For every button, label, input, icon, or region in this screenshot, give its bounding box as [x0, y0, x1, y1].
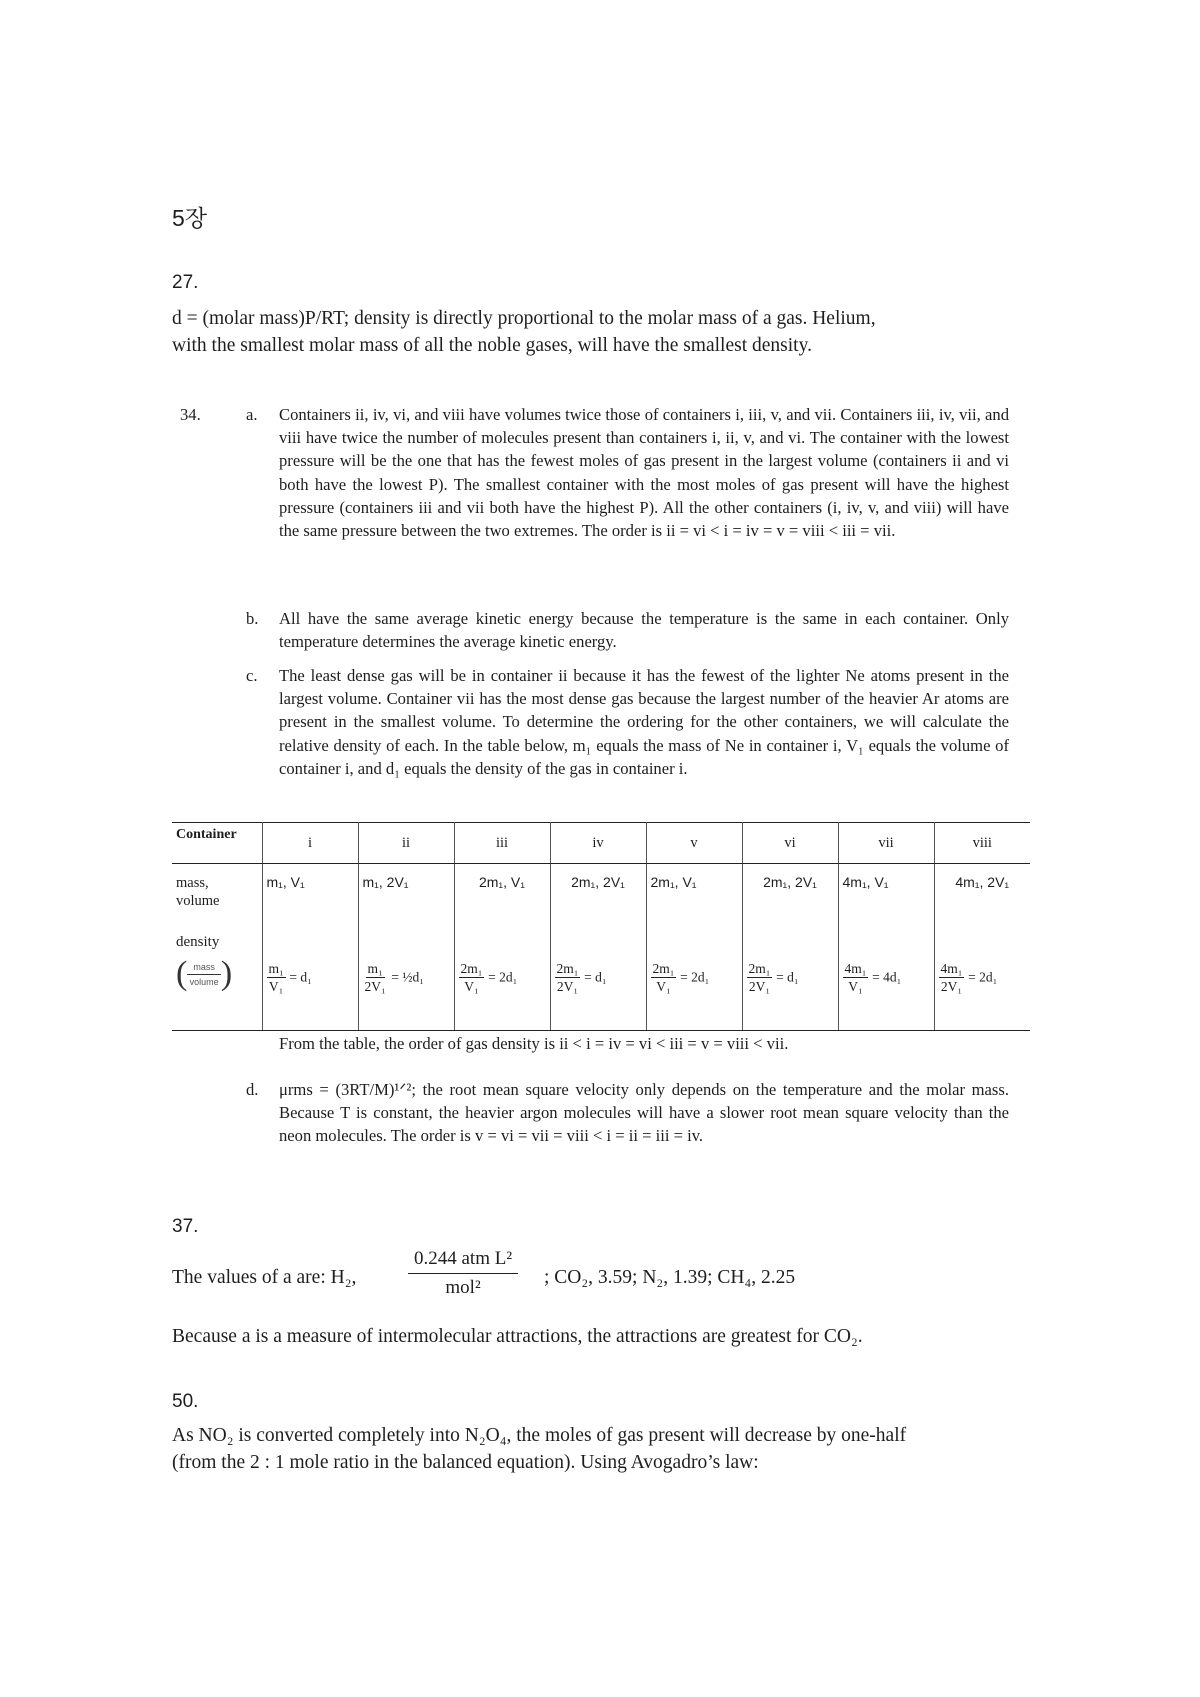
density-numerator: 2m₁	[556, 960, 579, 976]
density-table	[172, 822, 1030, 1031]
density-result: = 2d₁	[968, 969, 998, 984]
part-d-text: μrms = (3RT/M)¹ᐟ²; the root mean square velocity only depends on the temperature and the molar mass. Because T is constant, the heavier argon molecules will have a slower root mean square velocity than the neon molecules. The order is v = vi = vii = viii < i = ii = iii = iv.	[279, 1080, 1009, 1146]
density-cell	[454, 924, 550, 1031]
part-c-text: The least dense gas will be in container ii because it has the fewest of the lighter Ne atoms present in the largest volume. Container vii has the most dense gas because the largest number of the heavier Ar atoms are present in the smallest volume. To determine the ordering for the other containers, we will calculate the relative density of each. In the table below, m₁ equals the mass of Ne in container i, V₁ equals the volume of container i, and d₁ equals the density of the gas in container i.	[279, 666, 1009, 778]
question-50-number: 50.	[172, 1391, 199, 1412]
part-a-text: Containers ii, iv, vi, and viii have volumes twice those of containers i, iii, v, and vii. Containers iii, iv, vii, and viii have twice the number of molecules present than containers i, ii, v, and vi. The container with the lowest pressure will be the one that has the fewest moles of gas present in the largest volume (containers ii and vi both have the lowest P). The smallest container with the most moles of gas present will have the highest pressure (containers iii and vii both have the highest P). All the other containers (i, iv, v, and viii) will have the same pressure between the two extremes. The order is ii = vi < i = iv = v = viii < iii = vii.	[279, 405, 1009, 541]
table-header-col: viii	[934, 823, 1030, 864]
table-cell: 4m₁, 2V₁	[955, 874, 1010, 890]
density-numerator: 2m₁	[460, 960, 483, 976]
question-34-number: 34.	[180, 405, 201, 424]
table-header-col: vi	[742, 823, 838, 864]
question-50-answer	[172, 1422, 1052, 1476]
density-result: = 2d₁	[680, 969, 710, 984]
question-27-line-1: d = (molar mass)P/RT; density is directly proportional to the molar mass of a gas. Helium,	[172, 308, 876, 329]
table-cell: m₁, V₁	[262, 864, 358, 925]
volume-label: volume	[176, 893, 220, 909]
question-37-fraction-numerator: 0.244 atm L²	[408, 1248, 518, 1274]
question-27-line-2: with the smallest molar mass of all the noble gases, will have the smallest density.	[172, 335, 812, 356]
table-row-mass-volume	[172, 864, 1030, 925]
question-50-line-2: (from the 2 : 1 mole ratio in the balanced equation). Using Avogadro’s law:	[172, 1452, 759, 1473]
table-header-row	[172, 823, 1030, 864]
question-37-fraction	[408, 1248, 518, 1299]
part-a-label: a.	[246, 405, 258, 424]
density-denominator: V₁	[656, 978, 671, 994]
table-conclusion: From the table, the order of gas density is ii < i = iv = vi < iii = v = viii < vii.	[279, 1034, 789, 1053]
part-b-label: b.	[246, 609, 259, 628]
density-numerator: m₁	[268, 960, 284, 976]
table-cell: 4m₁, V₁	[838, 864, 934, 925]
density-denominator: 2V₁	[940, 978, 963, 994]
density-denominator: V₁	[268, 978, 284, 994]
table-header-col: i	[262, 823, 358, 864]
density-result: = ½d₁	[391, 969, 424, 984]
table-header-col: iv	[550, 823, 646, 864]
density-label: density	[176, 934, 220, 950]
question-37-suffix: ; CO₂, 3.59; N₂, 1.39; CH₄, 2.25	[544, 1267, 796, 1288]
density-numerator: 2m₁	[748, 960, 771, 976]
chapter-title: 5장	[172, 205, 208, 231]
density-label-cell	[172, 924, 262, 1031]
density-result: = 4d₁	[872, 969, 902, 984]
question-37-fraction-denominator: mol²	[445, 1277, 481, 1298]
density-cell	[262, 924, 358, 1031]
question-37-prefix: The values of a are: H₂,	[172, 1267, 357, 1288]
density-denominator: V₁	[464, 978, 479, 994]
table-cell: 2m₁, 2V₁	[550, 864, 646, 925]
density-cell	[550, 924, 646, 1031]
density-result: = 2d₁	[488, 969, 518, 984]
density-result: = d₁	[584, 969, 607, 984]
question-27-number: 27.	[172, 272, 199, 293]
question-37-number: 37.	[172, 1216, 199, 1237]
mass-volume-label	[172, 864, 262, 925]
density-cell	[742, 924, 838, 1031]
density-numerator: 4m₁	[844, 960, 867, 976]
table-cell: 2m₁, V₁	[454, 864, 550, 925]
density-cell	[934, 924, 1030, 1031]
density-numerator: 2m₁	[652, 960, 675, 976]
question-27-answer	[172, 305, 1052, 359]
density-numerator: m₁	[367, 960, 383, 976]
density-cell	[838, 924, 934, 1031]
density-result: = d₁	[289, 969, 312, 984]
density-formula-numerator: mass	[187, 960, 221, 975]
density-denominator: 2V₁	[748, 978, 771, 994]
part-c-label: c.	[246, 666, 258, 685]
table-cell: m₁, 2V₁	[358, 864, 454, 925]
density-formula-denominator: volume	[189, 976, 219, 987]
question-50-line-1: As NO₂ is converted completely into N₂O₄, the moles of gas present will decrease by one-half	[172, 1425, 907, 1446]
density-formula: ( $\frac{\text{mass}}{\text{volume}}$ )	[176, 955, 233, 992]
table-header-container: Container	[172, 823, 262, 864]
density-denominator: 2V₁	[364, 978, 386, 994]
table-cell: 2m₁, V₁	[646, 864, 742, 925]
table-row-density	[172, 924, 1030, 1031]
density-numerator: 4m₁	[940, 960, 963, 976]
density-result: = d₁	[776, 969, 799, 984]
density-cell	[646, 924, 742, 1031]
density-cell	[358, 924, 454, 1031]
question-37-conclusion: Because a is a measure of intermolecular attractions, the attractions are greatest for CO₂.	[172, 1326, 863, 1347]
table-header-col: vii	[838, 823, 934, 864]
density-denominator: 2V₁	[556, 978, 579, 994]
table-header-col: iii	[454, 823, 550, 864]
table-cell: 2m₁, 2V₁	[742, 864, 838, 925]
part-d-label: d.	[246, 1080, 259, 1099]
table-header-col: v	[646, 823, 742, 864]
density-denominator: V₁	[848, 978, 863, 994]
mass-label: mass,	[176, 875, 209, 891]
table-header-col: ii	[358, 823, 454, 864]
part-b-text: All have the same average kinetic energy because the temperature is the same in each container. Only temperature determines the average kinetic energy.	[279, 609, 1009, 652]
